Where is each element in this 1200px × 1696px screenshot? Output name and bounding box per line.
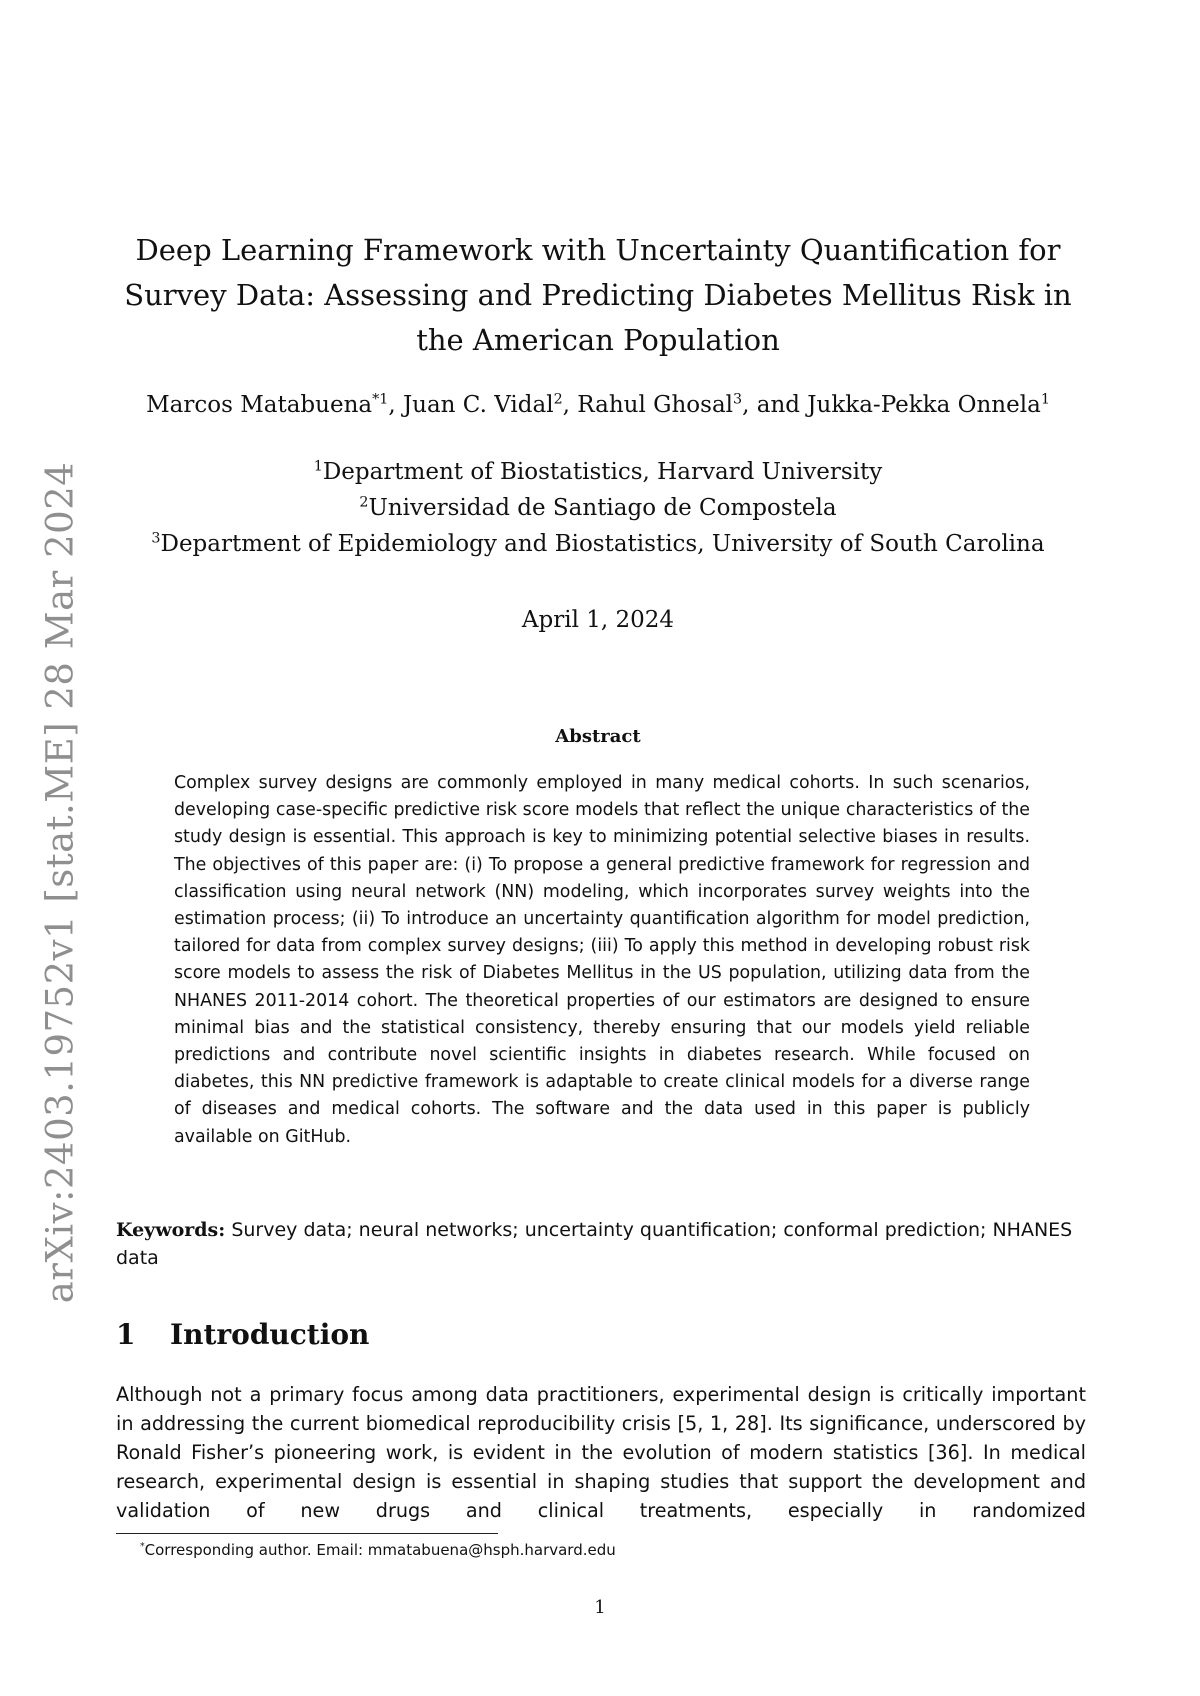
keywords-text: Survey data; neural networks; uncertainty quantification; conformal prediction; NHANES data	[116, 1219, 1073, 1269]
affiliation-mark: 1	[313, 458, 323, 475]
paper-date: April 1, 2024	[521, 607, 675, 633]
author-mark[interactable]: 1	[1040, 391, 1050, 408]
author-separator: ,	[388, 392, 403, 418]
title-line: Survey Data: Assessing and Predicting Diabetes Mellitus Risk in	[124, 278, 1072, 312]
author-list	[108, 392, 1088, 418]
affiliation-mark: 2	[359, 494, 369, 511]
author-mark[interactable]: 3	[733, 391, 743, 408]
section-number: 1	[116, 1318, 136, 1351]
affiliation	[108, 490, 1088, 526]
keywords-label: Keywords:	[116, 1219, 226, 1241]
arxiv-stamp	[38, 461, 82, 1304]
footnote-mark: *	[140, 1541, 145, 1552]
abstract-text: Complex survey designs are commonly employed in many medical cohorts. In such scenarios, developing case-specific predictive risk score models that reflect the unique characteristics of the study design is essential. This approach is key to minimizing potential selective biases in results. The objectives of this paper are: (i) To propose a general predictive framework for regression and classification using neural network (NN) modeling, which incorporates survey weights into the estimation process; (ii) To introduce an uncertainty quantification algorithm for model prediction, tailored for data from complex survey designs; (iii) To apply this method in developing robust risk score models to assess the risk of Diabetes Mellitus in the US population, utilizing data from the NHANES 2011-2014 cohort. The theoretical properties of our estimators are designed to ensure minimal bias and the statistical consistency, thereby ensuring that our models yield reliable predictions and contribute novel scientific insights in diabetes research. While focused on diabetes, this NN predictive framework is adaptable to create clinical models for a diverse range of diseases and medical cohorts. The software and the data used in this paper is publicly available on GitHub.	[174, 773, 1030, 1147]
affiliation	[108, 454, 1088, 490]
introduction-text: Although not a primary focus among data practitioners, experimental design is critically important in addressing the current biomedical reproducibility crisis [5, 1, 28]. Its significance, underscored by Ronald Fisher’s pioneering work, is evident in the evolution of modern statistics [36]. In medical research, experimental design is essential in shaping studies that support the development and validation of new drugs and clinical treatments, especially in randomized	[116, 1383, 1086, 1522]
title-line: Deep Learning Framework with Uncertainty Quantification for	[135, 233, 1061, 267]
keywords	[116, 1216, 1086, 1272]
author-mark[interactable]: *1	[372, 391, 389, 408]
author-name: Juan C. Vidal	[402, 392, 554, 418]
abstract-heading: Abstract	[555, 726, 641, 747]
arxiv-id[interactable]: arXiv:2403.19752v1 [stat.ME] 28 Mar 2024	[38, 461, 82, 1304]
paper-title	[118, 228, 1078, 363]
affiliation-text: Department of Epidemiology and Biostatistics, University of South Carolina	[160, 531, 1045, 557]
affiliation-list	[108, 454, 1088, 562]
footnote-text[interactable]: Corresponding author. Email: mmatabuena@hsph.harvard.edu	[144, 1541, 616, 1559]
affiliation-text: Department of Biostatistics, Harvard University	[322, 459, 883, 485]
page-number: 1	[594, 1597, 606, 1618]
footnote	[140, 1541, 616, 1559]
author-separator: , and	[742, 392, 808, 418]
affiliation-text: Universidad de Santiago de Compostela	[368, 495, 837, 521]
author-name: Rahul Ghosal	[577, 392, 734, 418]
author-separator: ,	[562, 392, 578, 418]
author-name: Marcos Matabuena	[146, 392, 373, 418]
affiliation	[108, 526, 1088, 562]
title-line: the American Population	[416, 323, 780, 357]
section-title: Introduction	[170, 1318, 370, 1351]
section-heading	[116, 1318, 369, 1351]
author-name: Jukka-Pekka Onnela	[807, 392, 1041, 418]
author-mark[interactable]: 2	[553, 391, 563, 408]
affiliation-mark: 3	[151, 530, 161, 547]
footnote-rule	[116, 1533, 498, 1534]
